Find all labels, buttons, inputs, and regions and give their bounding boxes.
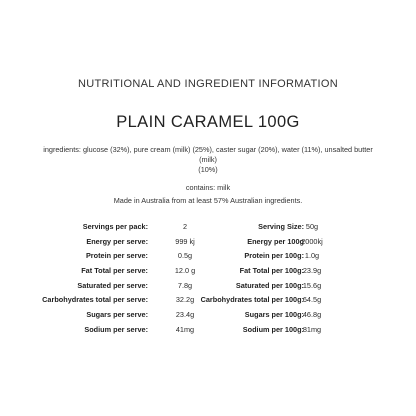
product-name: PLAIN CARAMEL 100G [116,113,300,131]
per-serve-label: Carbohydrates total per serve: [42,295,148,305]
country-of-origin-statement: Made in Australia from at least 57% Australian ingredients. [113,196,303,205]
nutrition-row [0,281,416,296]
per-serve-value: 32.2g [175,295,195,305]
nutrition-table [0,222,416,340]
nutrition-row [0,295,416,310]
nutrition-row [0,251,416,266]
per-serve-value: 999 kj [175,236,195,246]
per-100g-value: 46.8g [302,310,322,320]
section-heading: NUTRITIONAL AND INGREDIENT INFORMATION [78,78,338,90]
per-100g-value: 50g [305,222,319,231]
per-100g-label: Serving Size: [258,222,304,231]
nutrition-row [0,310,416,325]
per-serve-value: 23.4g [175,310,195,320]
ingredients-line: ingredients: glucose (32%), pure cream (milk) (25%), caster sugar (20%), water (11%), unsalted butter (milk) [43,145,373,164]
per-100g-label: Energy per 100g [247,236,304,246]
per-serve-value: 41mg [175,324,195,334]
per-serve-label: Fat Total per serve: [81,266,148,276]
allergen-statement: contains: milk [185,183,231,192]
nutrition-row [0,237,416,252]
per-serve-label: Protein per serve: [85,251,148,261]
ingredients-line: (10%) [198,165,218,174]
ingredients-list [34,145,382,175]
per-100g-label: Protein per 100g: [244,251,304,261]
per-100g-label: Carbohydrates total per 100g: [200,295,304,305]
per-serve-label: Saturated per serve: [77,280,148,290]
per-serve-label: Energy per serve: [86,236,148,246]
per-serve-value: 2 [182,222,188,231]
per-serve-value: 7.8g [177,280,193,290]
per-serve-value: 0.5g [177,251,193,261]
nutrition-row [0,325,416,340]
per-serve-label: Servings per pack: [82,222,148,231]
per-100g-value: 23.9g [302,266,322,276]
per-100g-label: Saturated per 100g: [235,280,304,290]
per-100g-label: Sugars per 100g: [244,310,304,320]
per-serve-value: 12.0 g [174,266,196,276]
per-100g-label: Sodium per 100g: [242,324,304,334]
per-100g-value: 1.0g [304,251,320,261]
per-100g-label: Fat Total per 100g: [239,266,304,276]
per-100g-value: 15.6g [302,280,322,290]
per-100g-value: 81mg [302,324,322,334]
per-100g-value: 2000kj [301,236,323,246]
per-100g-value: 64.5g [302,295,322,305]
nutrition-row [0,222,416,237]
per-serve-label: Sugars per serve: [86,310,148,320]
nutrition-row [0,266,416,281]
per-serve-label: Sodium per serve: [84,324,148,334]
